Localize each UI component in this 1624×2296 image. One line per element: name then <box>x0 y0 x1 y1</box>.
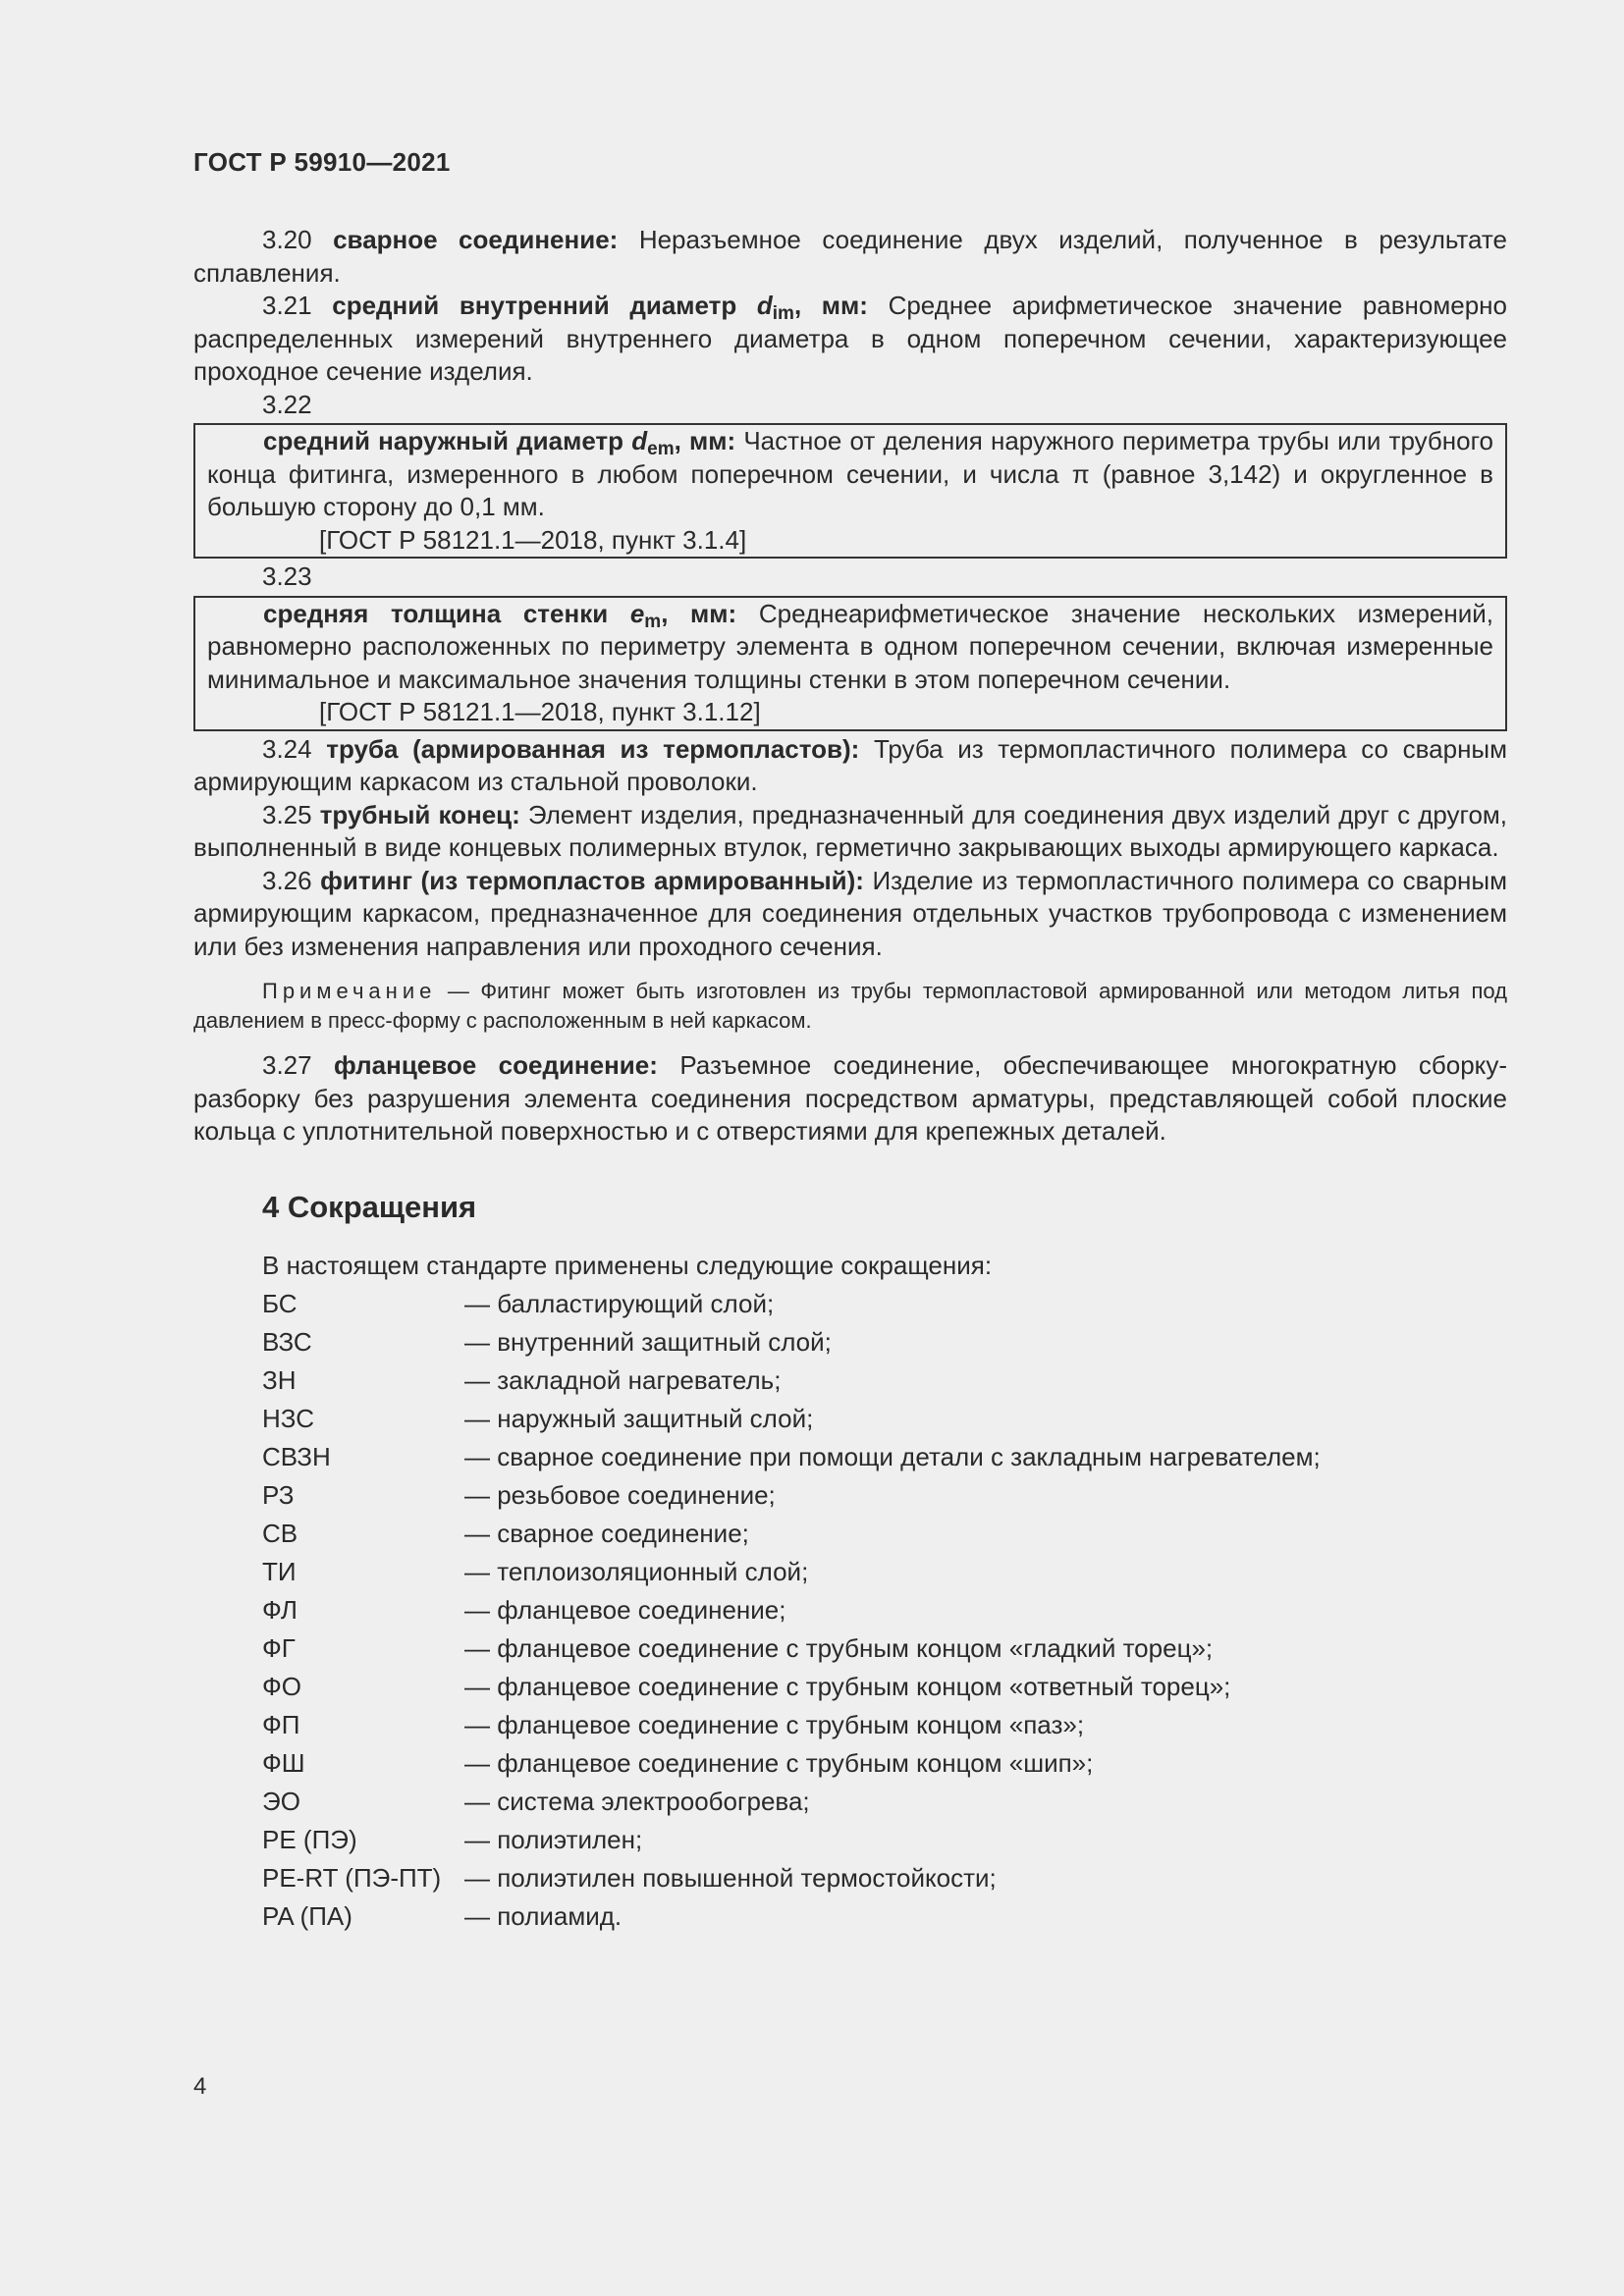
term-definition: Труба из термопластичного полимера со сварным армирующим каркасом из стальной проволоки. <box>193 733 1507 796</box>
abbreviation-code: ЗН <box>262 1364 297 1395</box>
term-definition: Среднее арифметическое значение равномерно распределенных измерений внутреннего диаметра в одном поперечном сечении, характеризующее проходное сечение изделия. <box>193 291 1507 386</box>
abbreviation-meaning: — закладной нагреватель; <box>464 1364 782 1395</box>
abbreviation-row <box>193 1706 1507 1744</box>
abbreviation-code: СВ <box>262 1518 298 1548</box>
abbreviation-meaning: — теплоизоляционный слой; <box>464 1556 809 1586</box>
abbreviation-code: НЗС <box>262 1403 314 1433</box>
abbreviation-meaning: — фланцевое соединение с трубным концом «гладкий торец»; <box>464 1632 1214 1663</box>
term-number: 3.24 <box>262 733 312 764</box>
abbreviation-row <box>193 1515 1507 1553</box>
term-reference: [ГОСТ Р 58121.1—2018, пункт 3.1.4] <box>319 524 747 555</box>
abbreviation-code: ФШ <box>262 1747 305 1778</box>
term-number: 3.25 <box>262 799 312 829</box>
abbreviation-code: БС <box>262 1288 298 1318</box>
quoted-term-box-3-22 <box>193 423 1507 559</box>
abbreviation-code: ФЛ <box>262 1594 298 1625</box>
abbreviation-list <box>193 1285 1507 1936</box>
abbreviation-row <box>193 1783 1507 1821</box>
page-number: 4 <box>193 2073 207 2100</box>
term-number: 3.21 <box>262 291 312 320</box>
term-unit: , мм: <box>661 598 737 628</box>
abbreviation-meaning: — фланцевое соединение с трубным концом «ответный торец»; <box>464 1671 1231 1701</box>
abbreviation-row <box>193 1438 1507 1476</box>
document-header: ГОСТ Р 59910—2021 <box>193 147 451 177</box>
term-name: средняя толщина стенки <box>263 598 609 628</box>
abbreviation-row <box>193 1323 1507 1362</box>
quoted-term-box-3-23 <box>193 596 1507 731</box>
note-label: Примечание <box>262 979 437 1003</box>
term-name: трубный конец: <box>319 799 520 829</box>
term-definition: Элемент изделия, предназначенный для соединения двух изделий друг с другом, выполненный в виде концевых полимерных втулок, герметично закрывающих выходы армирующего каркаса. <box>193 799 1508 862</box>
term-symbol: d <box>631 426 648 455</box>
term-name: фитинг (из термопластов армированный): <box>320 865 864 895</box>
abbreviation-row <box>193 1744 1507 1783</box>
term-definition: Среднеарифметическое значение нескольких измерений, равномерно расположенных по периметру элемента в одном поперечном сечении, включая измеренные минимальное и максимальное значения толщины стенки в этом поперечном сечении. <box>207 598 1493 694</box>
term-number: 3.26 <box>262 865 312 895</box>
abbreviation-meaning: — фланцевое соединение с трубным концом «паз»; <box>464 1709 1085 1739</box>
term-symbol: d <box>756 291 773 320</box>
term-number-3-23: 3.23 <box>262 561 312 591</box>
abbreviation-code: ФО <box>262 1671 301 1701</box>
term-name: средний наружный диаметр <box>263 426 624 455</box>
abbreviation-row <box>193 1476 1507 1515</box>
term-name: средний внутренний диаметр <box>332 291 737 320</box>
abbreviation-meaning: — наружный защитный слой; <box>464 1403 814 1433</box>
abbreviation-meaning: — полиамид. <box>464 1900 623 1931</box>
term-3-25 <box>193 799 1507 865</box>
term-subscript: m <box>644 611 662 632</box>
abbreviation-code: ТИ <box>262 1556 297 1586</box>
term-3-21 <box>193 290 1507 389</box>
abbreviation-row <box>193 1629 1507 1668</box>
abbreviation-row <box>193 1362 1507 1400</box>
term-unit: , мм: <box>793 291 868 320</box>
abbreviation-meaning: — сварное соединение при помощи детали с закладным нагревателем; <box>464 1441 1321 1471</box>
term-definition: Частное от деления наружного периметра трубы или трубного конца фитинга, измеренного в любом поперечном сечении, и числа π (равное 3,142) и округленное в большую сторону до 0,1 мм. <box>207 426 1493 521</box>
abbreviation-code: ЭО <box>262 1786 300 1816</box>
abbreviation-row <box>193 1821 1507 1859</box>
abbreviation-row <box>193 1897 1507 1936</box>
term-3-27 <box>193 1049 1507 1148</box>
term-3-20 <box>193 224 1507 290</box>
term-3-24 <box>193 733 1507 799</box>
abbreviation-code: ФП <box>262 1709 300 1739</box>
abbreviation-code: СВЗН <box>262 1441 331 1471</box>
abbreviation-meaning: — внутренний защитный слой; <box>464 1326 832 1357</box>
abbreviation-meaning: — резьбовое соединение; <box>464 1479 776 1510</box>
abbreviation-row <box>193 1591 1507 1629</box>
abbreviation-row <box>193 1668 1507 1706</box>
abbreviation-code: РЗ <box>262 1479 295 1510</box>
term-3-22 <box>207 425 1493 524</box>
abbreviation-code: PA (ПА) <box>262 1900 352 1931</box>
term-unit: , мм: <box>674 426 736 455</box>
term-number: 3.20 <box>262 225 312 254</box>
term-subscript: im <box>772 303 794 324</box>
abbreviation-meaning: — система электрообогрева; <box>464 1786 810 1816</box>
abbreviation-meaning: — фланцевое соединение с трубным концом «шип»; <box>464 1747 1094 1778</box>
term-name: труба (армированная из термопластов): <box>326 733 860 764</box>
abbreviation-meaning: — полиэтилен повышенной термостойкости; <box>464 1862 997 1893</box>
abbreviation-code: ВЗС <box>262 1326 312 1357</box>
term-reference: [ГОСТ Р 58121.1—2018, пункт 3.1.12] <box>319 697 761 726</box>
abbreviation-row <box>193 1859 1507 1897</box>
abbreviation-row <box>193 1553 1507 1591</box>
term-definition: Разъемное соединение, обеспечивающее многократную сборку-разборку без разрушения элемента соединения посредством арматуры, представляющей собой плоские кольца с уплотнительной поверхностью и с отверстиями для крепежных деталей. <box>193 1050 1507 1146</box>
abbreviation-meaning: — балластирующий слой; <box>464 1288 775 1318</box>
term-number: 3.27 <box>262 1050 312 1080</box>
abbreviation-row <box>193 1400 1507 1438</box>
abbreviation-code: PE-RT (ПЭ-ПТ) <box>262 1862 442 1893</box>
abbreviation-code: PE (ПЭ) <box>262 1824 357 1854</box>
page-content <box>193 224 1507 1936</box>
note <box>193 977 1507 1036</box>
section-intro: В настоящем стандарте применены следующие сокращения: <box>262 1250 993 1280</box>
section-title: 4 Сокращения <box>262 1189 477 1224</box>
term-definition: Неразъемное соединение двух изделий, полученное в результате сплавления. <box>193 225 1507 288</box>
term-3-26 <box>193 865 1507 964</box>
term-symbol: e <box>629 598 645 628</box>
term-subscript: em <box>647 439 675 459</box>
term-number-3-22: 3.22 <box>262 389 312 419</box>
note-text: — Фитинг может быть изготовлен из трубы термопластовой армированной или методом литья под давлением в пресс-форму с расположенным в ней каркасом. <box>193 979 1507 1033</box>
abbreviation-code: ФГ <box>262 1632 296 1663</box>
term-3-23 <box>207 598 1493 697</box>
abbreviation-row <box>193 1285 1507 1323</box>
term-name: сварное соединение: <box>333 225 619 254</box>
term-definition: Изделие из термопластичного полимера со сварным армирующим каркасом, предназначенное для соединения отдельных участков трубопровода с изменением или без изменения направления или проходного сечения. <box>193 865 1507 961</box>
term-name: фланцевое соединение: <box>334 1050 658 1080</box>
abbreviation-meaning: — фланцевое соединение; <box>464 1594 786 1625</box>
abbreviation-meaning: — сварное соединение; <box>464 1518 749 1548</box>
abbreviation-meaning: — полиэтилен; <box>464 1824 643 1854</box>
